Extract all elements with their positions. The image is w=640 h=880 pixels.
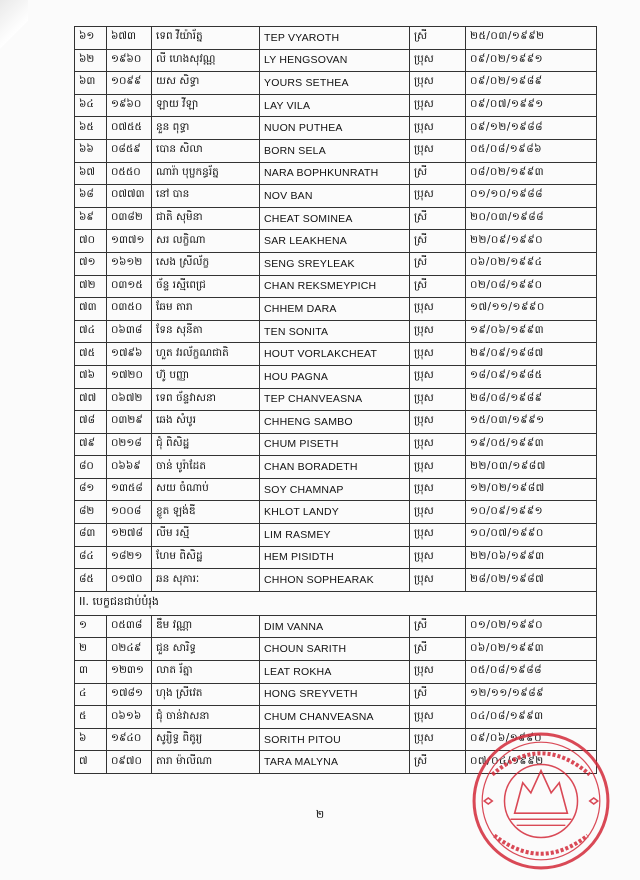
gender: ប្រុស [410, 728, 466, 751]
table-row [75, 320, 597, 343]
gender: ប្រុស [410, 524, 466, 547]
khmer-name: ឡាយ វីឡា [152, 94, 260, 117]
khmer-name: ឆេង សំបូរ [152, 411, 260, 434]
row-number: ៧៤ [75, 320, 107, 343]
date-of-birth: ១៧/១១/១៩៩០ [466, 298, 597, 321]
gender: ប្រុស [410, 298, 466, 321]
khmer-name: យស សិទ្ធា [152, 72, 260, 95]
candidate-id: ០៣៥០ [107, 298, 152, 321]
table-row [75, 365, 597, 388]
date-of-birth: ២២/០៦/១៩៩៣ [466, 546, 597, 569]
latin-name: SENG SREYLEAK [260, 252, 410, 275]
gender: ប្រុស [410, 478, 466, 501]
candidate-id: ០៦១៦ [107, 706, 152, 729]
date-of-birth: ២៨/០៨/១៩៨៩ [466, 388, 597, 411]
candidate-id: ០១៧០ [107, 569, 152, 592]
row-number: ៨០ [75, 456, 107, 479]
table-row [75, 388, 597, 411]
gender: ប្រុស [410, 411, 466, 434]
candidate-id: ០៨៥៩ [107, 139, 152, 162]
latin-name: YOURS SETHEA [260, 72, 410, 95]
khmer-name: ហ៊ូ បញ្ញា [152, 365, 260, 388]
khmer-name: តារា ម៉ាលីណា [152, 751, 260, 774]
khmer-name: ចាន់ បូរ៉ាដែត [152, 456, 260, 479]
table-row [75, 478, 597, 501]
latin-name: CHEAT SOMINEA [260, 207, 410, 230]
khmer-name: ជុំ ពិសិដ្ឋ [152, 433, 260, 456]
date-of-birth: ០៤/០៨/១៩៩៣ [466, 706, 597, 729]
row-number: ៤ [75, 683, 107, 706]
table-row [75, 252, 597, 275]
latin-name: LAY VILA [260, 94, 410, 117]
gender: ស្រី [410, 252, 466, 275]
row-number: ៧៨ [75, 411, 107, 434]
row-number: ៦ [75, 728, 107, 751]
khmer-name: បោន សិលា [152, 139, 260, 162]
latin-name: HEM PISIDTH [260, 546, 410, 569]
page-corner-fold [0, 0, 28, 60]
latin-name: CHUM CHANVEASNA [260, 706, 410, 729]
latin-name: HONG SREYVETH [260, 683, 410, 706]
khmer-name: ហុង ស្រីវេត [152, 683, 260, 706]
candidate-id: ១០៩៩ [107, 72, 152, 95]
khmer-name: ទេព ច័ន្ទវាសនា [152, 388, 260, 411]
table-row [75, 546, 597, 569]
row-number: ៦៧ [75, 162, 107, 185]
latin-name: LY HENGSOVAN [260, 49, 410, 72]
section-header-group [75, 591, 597, 615]
khmer-name: លី ហេងសុវណ្ណ [152, 49, 260, 72]
khmer-name: សូរ្យិទ្ធ ពិតូរ្យ [152, 728, 260, 751]
row-number: ៧៩ [75, 433, 107, 456]
latin-name: SAR LEAKHENA [260, 230, 410, 253]
khmer-name: ហែម ពិសិដ្ឋ [152, 546, 260, 569]
gender: ស្រី [410, 751, 466, 774]
candidate-id: ១២៧៨ [107, 524, 152, 547]
table-row [75, 569, 597, 592]
khmer-name: ណារ៉ា បុប្ផកន្ធរ័ត្ន [152, 162, 260, 185]
section-row [75, 591, 597, 615]
latin-name: CHAN REKSMEYPICH [260, 275, 410, 298]
table-row [75, 433, 597, 456]
date-of-birth: ០៦/០២/១៩៩៣ [466, 638, 597, 661]
row-number: ៧៧ [75, 388, 107, 411]
candidate-id: ០៧៧៣ [107, 185, 152, 208]
date-of-birth: ១៥/០៣/១៩៩១ [466, 411, 597, 434]
table-row [75, 683, 597, 706]
table-row [75, 94, 597, 117]
latin-name: HOUT VORLAKCHEAT [260, 343, 410, 366]
latin-name: CHOUN SARITH [260, 638, 410, 661]
gender: ប្រុស [410, 94, 466, 117]
date-of-birth: ០៥/០៨/១៩៨៨ [466, 661, 597, 684]
candidate-id: ០៣២៩ [107, 411, 152, 434]
khmer-name: លាត រ័ត្នា [152, 661, 260, 684]
row-number: ៦៨ [75, 185, 107, 208]
gender: ស្រី [410, 615, 466, 638]
date-of-birth: ២៨/០២/១៩៨៧ [466, 569, 597, 592]
date-of-birth: ០៩/០៦/១៩៩០ [466, 728, 597, 751]
candidate-id: ១៧៩៦ [107, 343, 152, 366]
khmer-name: ឌឹម វណ្ណា [152, 615, 260, 638]
row-number: ៧២ [75, 275, 107, 298]
latin-name: BORN SELA [260, 139, 410, 162]
khmer-name: ទែន សុនីតា [152, 320, 260, 343]
candidate-id: ០៥៥០ [107, 162, 152, 185]
gender: ប្រុស [410, 117, 466, 140]
date-of-birth: ០៦/០២/១៩៩៤ [466, 252, 597, 275]
table-row [75, 49, 597, 72]
date-of-birth: ១៨/០៩/១៩៨៥ [466, 365, 597, 388]
date-of-birth: ០៩/០៧/១៩៩១ [466, 94, 597, 117]
gender: ប្រុស [410, 501, 466, 524]
candidate-id: ០៦៦៩ [107, 456, 152, 479]
table-row [75, 501, 597, 524]
khmer-name: ជាតិ សុមិនា [152, 207, 260, 230]
table-row [75, 298, 597, 321]
row-number: ៥ [75, 706, 107, 729]
gender: ស្រី [410, 638, 466, 661]
candidate-id: ១៧៨១ [107, 683, 152, 706]
latin-name: SOY CHAMNAP [260, 478, 410, 501]
khmer-name: សរ លក្ខិណា [152, 230, 260, 253]
row-number: ៨២ [75, 501, 107, 524]
date-of-birth: ០៩/០២/១៩៨៩ [466, 72, 597, 95]
row-number: ៧១ [75, 252, 107, 275]
date-of-birth: ២០/០៣/១៩៨៨ [466, 207, 597, 230]
table-row [75, 117, 597, 140]
date-of-birth: ១០/០៧/១៩៩០ [466, 524, 597, 547]
candidate-id: ១៣៧១ [107, 230, 152, 253]
gender: ស្រី [410, 683, 466, 706]
table-row [75, 72, 597, 95]
row-number: ៦៥ [75, 117, 107, 140]
khmer-name: ឆន សុភារៈ [152, 569, 260, 592]
khmer-name: ជួន សារិទ្ធ [152, 638, 260, 661]
gender: ប្រុស [410, 139, 466, 162]
table-row [75, 139, 597, 162]
latin-name: NOV BAN [260, 185, 410, 208]
gender: ប្រុស [410, 456, 466, 479]
khmer-name: ហួត វរល័ក្ខណជាតិ [152, 343, 260, 366]
row-number: ៧៦ [75, 365, 107, 388]
gender: ស្រី [410, 275, 466, 298]
gender: ប្រុស [410, 706, 466, 729]
date-of-birth: ០៩/១២/១៩៨៨ [466, 117, 597, 140]
section-title: II. បេក្ខជនជាប់បំរុង [75, 591, 597, 615]
table-row [75, 230, 597, 253]
latin-name: LIM RASMEY [260, 524, 410, 547]
table-row [75, 638, 597, 661]
gender: ប្រុស [410, 433, 466, 456]
gender: ប្រុស [410, 365, 466, 388]
latin-name: TEP VYAROTH [260, 27, 410, 50]
row-number: ៦៦ [75, 139, 107, 162]
candidate-id: ១៧២០ [107, 365, 152, 388]
khmer-name: ទេព វីយ៉ារ័ត្ន [152, 27, 260, 50]
row-number: ៦១ [75, 27, 107, 50]
candidate-id: ០៣៨២ [107, 207, 152, 230]
candidate-id: ០២១៨ [107, 433, 152, 456]
gender: ប្រុស [410, 661, 466, 684]
date-of-birth: ០៨/០២/១៩៩៣ [466, 162, 597, 185]
row-number: ៧៥ [75, 343, 107, 366]
row-number: ៣ [75, 661, 107, 684]
gender: ប្រុស [410, 320, 466, 343]
table-row [75, 706, 597, 729]
latin-name: NUON PUTHEA [260, 117, 410, 140]
gender: ប្រុស [410, 49, 466, 72]
table-row [75, 207, 597, 230]
page-number: ២ [315, 808, 325, 821]
row-number: ៦៣ [75, 72, 107, 95]
khmer-name: ជុំ ចាន់វាសនា [152, 706, 260, 729]
latin-name: CHHON SOPHEARAK [260, 569, 410, 592]
khmer-name: ខ្លូត ឡង់ឌី [152, 501, 260, 524]
gender: ប្រុស [410, 388, 466, 411]
khmer-name: ច័ន្ទ រស្មីពេជ្រ [152, 275, 260, 298]
gender: ប្រុស [410, 546, 466, 569]
latin-name: TEN SONITA [260, 320, 410, 343]
date-of-birth: ២៩/០៩/១៩៨៧ [466, 343, 597, 366]
candidate-id: ០៦៣៨ [107, 320, 152, 343]
latin-name: CHAN BORADETH [260, 456, 410, 479]
date-of-birth: ០២/០៨/១៩៩០ [466, 275, 597, 298]
candidate-id: ០៧៥៥ [107, 117, 152, 140]
row-number: ៧ [75, 751, 107, 774]
candidate-id: ១០០៨ [107, 501, 152, 524]
khmer-name: សយ ចំណាប់ [152, 478, 260, 501]
candidate-list-main [75, 27, 597, 592]
gender: ស្រី [410, 27, 466, 50]
khmer-name: សេង ស្រីល័ក្ខ [152, 252, 260, 275]
latin-name: CHHENG SAMBO [260, 411, 410, 434]
latin-name: TARA MALYNA [260, 751, 410, 774]
table-row [75, 456, 597, 479]
row-number: ៦៩ [75, 207, 107, 230]
latin-name: CHUM PISETH [260, 433, 410, 456]
khmer-name: នៅ បាន [152, 185, 260, 208]
candidate-id: ៦៧៣ [107, 27, 152, 50]
table-row [75, 524, 597, 547]
date-of-birth: ០៥/០៨/១៩៨៦ [466, 139, 597, 162]
candidate-id: ១៩៤០ [107, 728, 152, 751]
row-number: ៧០ [75, 230, 107, 253]
date-of-birth: ០៧/០៤/១៩៩២ [466, 751, 597, 774]
candidate-id: ០៦៧២ [107, 388, 152, 411]
latin-name: CHHEM DARA [260, 298, 410, 321]
date-of-birth: ១២/១១/១៩៨៩ [466, 683, 597, 706]
row-number: ២ [75, 638, 107, 661]
table-row [75, 275, 597, 298]
table-row [75, 185, 597, 208]
khmer-name: លីម រស្មី [152, 524, 260, 547]
latin-name: LEAT ROKHA [260, 661, 410, 684]
gender: ប្រុស [410, 343, 466, 366]
khmer-name: នួន ពុទ្ធា [152, 117, 260, 140]
candidate-id: ០៥៣៨ [107, 615, 152, 638]
candidate-id: ១២៣១ [107, 661, 152, 684]
official-seal-stamp [470, 730, 612, 872]
candidate-id: ០៣១៥ [107, 275, 152, 298]
table-row [75, 661, 597, 684]
date-of-birth: ២២/០៩/១៩៩០ [466, 230, 597, 253]
table-row [75, 615, 597, 638]
date-of-birth: ២៥/០៣/១៩៩២ [466, 27, 597, 50]
table-row [75, 343, 597, 366]
candidate-id: ១៩៦០ [107, 94, 152, 117]
candidate-id: ១៦១២ [107, 252, 152, 275]
date-of-birth: ០១/០២/១៩៩០ [466, 615, 597, 638]
row-number: ៨៣ [75, 524, 107, 547]
latin-name: NARA BOPHKUNRATH [260, 162, 410, 185]
gender: ស្រី [410, 207, 466, 230]
latin-name: DIM VANNA [260, 615, 410, 638]
candidate-id: ១៣៥៨ [107, 478, 152, 501]
gender: ប្រុស [410, 185, 466, 208]
latin-name: TEP CHANVEASNA [260, 388, 410, 411]
date-of-birth: ១៩/០៥/១៩៩៣ [466, 433, 597, 456]
table-row [75, 411, 597, 434]
candidate-table [74, 26, 597, 774]
row-number: ៨១ [75, 478, 107, 501]
candidate-id: ១៨២១ [107, 546, 152, 569]
gender: ប្រុស [410, 72, 466, 95]
date-of-birth: ១២/០២/១៩៨៧ [466, 478, 597, 501]
row-number: ៨៤ [75, 546, 107, 569]
candidate-id: ០៩៧០ [107, 751, 152, 774]
row-number: ៨៥ [75, 569, 107, 592]
date-of-birth: ១០/០៩/១៩៩១ [466, 501, 597, 524]
table-row [75, 162, 597, 185]
row-number: ៧៣ [75, 298, 107, 321]
candidate-id: ១៩៦០ [107, 49, 152, 72]
table-row [75, 27, 597, 50]
gender: ស្រី [410, 162, 466, 185]
gender: ប្រុស [410, 569, 466, 592]
date-of-birth: ០១/១០/១៩៨៨ [466, 185, 597, 208]
latin-name: HOU PAGNA [260, 365, 410, 388]
khmer-name: ឆែម តារា [152, 298, 260, 321]
row-number: ៦៤ [75, 94, 107, 117]
date-of-birth: ២២/០៣/១៩៨៧ [466, 456, 597, 479]
gender: ស្រី [410, 230, 466, 253]
row-number: ១ [75, 615, 107, 638]
row-number: ៦២ [75, 49, 107, 72]
latin-name: KHLOT LANDY [260, 501, 410, 524]
date-of-birth: ១៩/០៦/១៩៩៣ [466, 320, 597, 343]
date-of-birth: ០៩/០២/១៩៩១ [466, 49, 597, 72]
candidate-id: ០២៤៩ [107, 638, 152, 661]
latin-name: SORITH PITOU [260, 728, 410, 751]
